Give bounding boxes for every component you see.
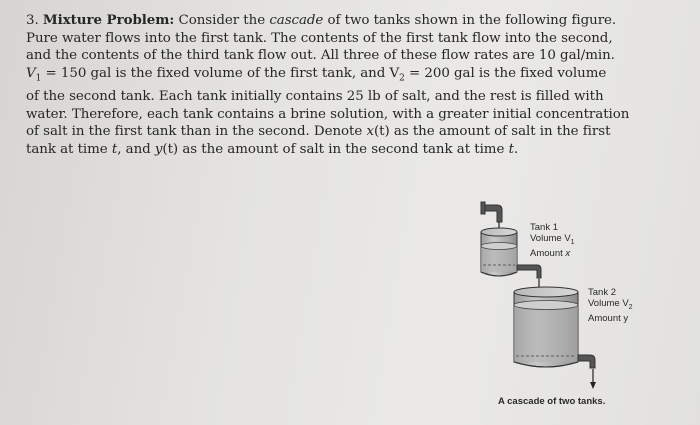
- text-span: (t): [373, 124, 390, 140]
- text-span: Pure water flows into the first tank. The contents of the first tank flow into the second,: [26, 30, 613, 46]
- problem-heading: Mixture Problem:: [42, 12, 175, 28]
- var-v1: V: [26, 65, 36, 81]
- text-span: tank at time: [26, 141, 108, 157]
- sub-1: 1: [570, 238, 575, 246]
- text-span: as the amount of salt in the second tank at time: [182, 141, 505, 157]
- tank1-title: Tank 1: [530, 222, 558, 233]
- text-span: .: [513, 141, 519, 157]
- var-x: x: [366, 124, 374, 140]
- connector-pipe: [517, 265, 541, 278]
- tank2-amount: Amount y: [588, 312, 629, 324]
- var-t: t: [111, 141, 118, 157]
- text-span: of two tanks shown in the following figure.: [327, 13, 617, 28]
- var-t: t: [508, 141, 514, 157]
- outlet-pipe: [578, 355, 595, 368]
- text-span: Volume V: [530, 233, 571, 244]
- sub-1: 1: [35, 73, 42, 84]
- tank2-title: Tank 2: [588, 287, 616, 298]
- sub-2: 2: [399, 73, 405, 84]
- problem-number: 3.: [26, 13, 39, 28]
- tank-1: [481, 228, 517, 276]
- tank1-volume: [530, 233, 575, 248]
- tank2-label: [588, 287, 633, 324]
- tank-2: [514, 287, 578, 367]
- text-span: Consider the: [178, 13, 266, 28]
- text-span: Volume V: [588, 298, 629, 309]
- inlet-pipe: [481, 202, 502, 222]
- text-span: = 150 gal is the fixed volume of the first tank, and V: [45, 65, 400, 81]
- text-span: , and: [117, 141, 151, 157]
- var-x: x: [565, 247, 571, 259]
- var-y: y: [154, 141, 163, 157]
- emphasis-cascade: cascade: [269, 13, 324, 28]
- tank1-label: [530, 222, 575, 259]
- text-span: = 200 gal is the fixed volume: [409, 65, 607, 81]
- text-span: water. Therefore, each tank contains a brine solution, with a greater initial concentration: [26, 106, 630, 122]
- figure-caption: A cascade of two tanks.: [498, 396, 606, 407]
- sub-2: 2: [628, 303, 633, 311]
- text-span: of the second tank. Each tank initially contains 25 lb of salt, and the rest is filled with: [26, 89, 604, 105]
- text-span: Amount: [530, 247, 563, 259]
- tank2-volume: [588, 298, 633, 313]
- tank1-amount: [530, 248, 575, 259]
- text-span: as the amount of salt in the first: [393, 124, 611, 140]
- text-span: of salt in the first tank than in the second. Denote: [26, 124, 363, 140]
- text-span: and the contents of the third tank flow out. All three of these flow rates are 10 gal/min.: [26, 48, 615, 64]
- text-span: (t): [162, 141, 179, 157]
